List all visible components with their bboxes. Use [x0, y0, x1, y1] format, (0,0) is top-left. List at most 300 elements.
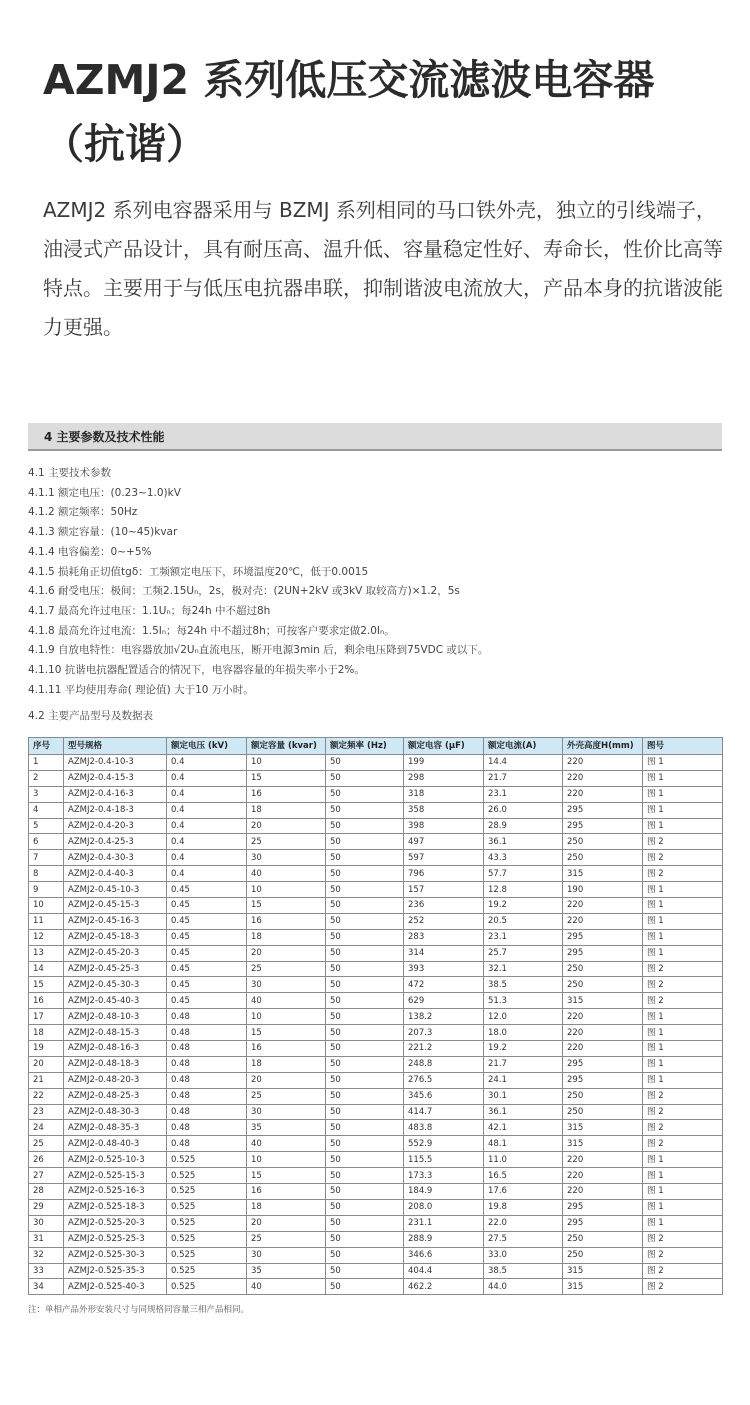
table-cell: 50 — [326, 1231, 404, 1247]
param-item: 4.1.3 额定容量：(10~45)kvar — [28, 526, 178, 539]
table-row — [29, 818, 723, 834]
table-cell: 图 2 — [643, 961, 723, 977]
table-cell: 19.2 — [484, 1041, 563, 1057]
table-cell: 50 — [326, 1041, 404, 1057]
table-cell: 315 — [563, 866, 643, 882]
table-cell: 295 — [563, 945, 643, 961]
table-row — [29, 961, 723, 977]
table-cell: 220 — [563, 1041, 643, 1057]
table-cell: 17.6 — [484, 1184, 563, 1200]
table-cell: 33.0 — [484, 1247, 563, 1263]
table-cell: 图 2 — [643, 1279, 723, 1295]
table-cell: 0.45 — [167, 929, 247, 945]
table-cell: 10 — [29, 898, 64, 914]
table-cell: 20 — [247, 1215, 326, 1231]
table-cell: AZMJ2-0.4-10-3 — [64, 755, 167, 771]
table-cell: 483.8 — [404, 1120, 484, 1136]
table-cell: 图 1 — [643, 882, 723, 898]
table-cell: 497 — [404, 834, 484, 850]
table-row — [29, 1041, 723, 1057]
table-cell: 0.48 — [167, 1056, 247, 1072]
param-item: 4.1.9 自放电特性：电容器放加√2Uₙ直流电压，断开电源3min 后，剩余电压降到75VDC 或以下。 — [28, 644, 489, 657]
table-cell: 4 — [29, 802, 64, 818]
param-item: 4.1.10 抗谐电抗器配置适合的情况下，电容器容量的年损失率小于2%。 — [28, 664, 365, 677]
table-cell: 220 — [563, 1184, 643, 1200]
table-cell: 22.0 — [484, 1215, 563, 1231]
table-cell: 50 — [326, 1263, 404, 1279]
table-cell: 0.525 — [167, 1199, 247, 1215]
table-cell: 10 — [247, 1152, 326, 1168]
param-item: 4.1.5 损耗角正切值tgδ：工频额定电压下，环境温度20℃，低于0.0015 — [28, 565, 369, 578]
table-cell: 50 — [326, 1199, 404, 1215]
table-row — [29, 929, 723, 945]
table-cell: AZMJ2-0.4-18-3 — [64, 802, 167, 818]
table-cell: AZMJ2-0.45-40-3 — [64, 993, 167, 1009]
table-cell: 23 — [29, 1104, 64, 1120]
product-data-table — [28, 737, 723, 1295]
table-cell: AZMJ2-0.48-25-3 — [64, 1088, 167, 1104]
table-cell: 18 — [247, 1056, 326, 1072]
table-cell: 0.4 — [167, 802, 247, 818]
table-cell: 220 — [563, 1009, 643, 1025]
table-cell: 16 — [247, 1041, 326, 1057]
table-row — [29, 993, 723, 1009]
column-header: 额定电压 (kV) — [167, 738, 247, 755]
table-cell: 50 — [326, 977, 404, 993]
table-header-row — [29, 738, 723, 755]
table-cell: 10 — [247, 755, 326, 771]
table-cell: 288.9 — [404, 1231, 484, 1247]
table-cell: 295 — [563, 1215, 643, 1231]
table-cell: 图 1 — [643, 945, 723, 961]
table-cell: 30 — [29, 1215, 64, 1231]
table-cell: 16 — [247, 1184, 326, 1200]
table-cell: 295 — [563, 1056, 643, 1072]
section-heading: 4 主要参数及技术性能 — [44, 430, 165, 444]
table-cell: 图 2 — [643, 1263, 723, 1279]
param-item: 4.1.4 电容偏差：0~+5% — [28, 545, 152, 558]
table-cell: 26 — [29, 1152, 64, 1168]
table-cell: 0.525 — [167, 1184, 247, 1200]
table-cell: 图 1 — [643, 755, 723, 771]
table-cell: 0.4 — [167, 770, 247, 786]
table-cell: 190 — [563, 882, 643, 898]
column-header: 额定电流(A) — [484, 738, 563, 755]
table-cell: 315 — [563, 1263, 643, 1279]
table-cell: 50 — [326, 898, 404, 914]
table-cell: 358 — [404, 802, 484, 818]
table-cell: 图 1 — [643, 1025, 723, 1041]
table-cell: 27 — [29, 1168, 64, 1184]
table-cell: 28 — [29, 1184, 64, 1200]
table-cell: 0.4 — [167, 850, 247, 866]
table-cell: 315 — [563, 993, 643, 1009]
table-cell: 283 — [404, 929, 484, 945]
table-cell: 图 1 — [643, 1184, 723, 1200]
table-cell: AZMJ2-0.4-30-3 — [64, 850, 167, 866]
table-cell: 35 — [247, 1263, 326, 1279]
table-cell: 图 1 — [643, 913, 723, 929]
table-cell: 199 — [404, 755, 484, 771]
table-cell: 472 — [404, 977, 484, 993]
table-cell: AZMJ2-0.48-30-3 — [64, 1104, 167, 1120]
table-row — [29, 770, 723, 786]
table-cell: 20.5 — [484, 913, 563, 929]
table-cell: 50 — [326, 1072, 404, 1088]
table-cell: 0.48 — [167, 1072, 247, 1088]
table-row — [29, 882, 723, 898]
table-row — [29, 1056, 723, 1072]
table-cell: AZMJ2-0.525-40-3 — [64, 1279, 167, 1295]
table-cell: 16.5 — [484, 1168, 563, 1184]
table-cell: 315 — [563, 1120, 643, 1136]
table-cell: AZMJ2-0.48-35-3 — [64, 1120, 167, 1136]
table-cell: AZMJ2-0.525-15-3 — [64, 1168, 167, 1184]
table-cell: 9 — [29, 882, 64, 898]
table-cell: 18.0 — [484, 1025, 563, 1041]
table-cell: 15 — [247, 898, 326, 914]
table-row — [29, 1072, 723, 1088]
table-cell: 315 — [563, 1279, 643, 1295]
table-cell: 17 — [29, 1009, 64, 1025]
table-cell: AZMJ2-0.4-40-3 — [64, 866, 167, 882]
page-title: AZMJ2 系列低压交流滤波电容器（抗谐） — [43, 56, 655, 168]
table-cell: AZMJ2-0.525-16-3 — [64, 1184, 167, 1200]
table-cell: 220 — [563, 1025, 643, 1041]
table-cell: AZMJ2-0.48-40-3 — [64, 1136, 167, 1152]
table-cell: 6 — [29, 834, 64, 850]
table-cell: 40 — [247, 866, 326, 882]
table-cell: 18 — [29, 1025, 64, 1041]
table-cell: 220 — [563, 1168, 643, 1184]
table-cell: 图 2 — [643, 993, 723, 1009]
table-cell: 138.2 — [404, 1009, 484, 1025]
table-cell: 11.0 — [484, 1152, 563, 1168]
param-item: 4.1.7 最高允许过电压：1.1Uₙ；每24h 中不超过8h — [28, 604, 271, 617]
table-cell: 597 — [404, 850, 484, 866]
table-cell: 398 — [404, 818, 484, 834]
table-cell: AZMJ2-0.525-25-3 — [64, 1231, 167, 1247]
table-cell: 3 — [29, 786, 64, 802]
table-cell: 图 1 — [643, 770, 723, 786]
table-cell: 50 — [326, 1184, 404, 1200]
table-cell: 19.2 — [484, 898, 563, 914]
table-cell: 32.1 — [484, 961, 563, 977]
table-cell: 36.1 — [484, 834, 563, 850]
table-cell: 796 — [404, 866, 484, 882]
table-cell: 0.48 — [167, 1088, 247, 1104]
table-cell: AZMJ2-0.4-20-3 — [64, 818, 167, 834]
table-cell: 图 2 — [643, 1247, 723, 1263]
table-cell: 19.8 — [484, 1199, 563, 1215]
table-cell: AZMJ2-0.45-20-3 — [64, 945, 167, 961]
param-item: 4.1.8 最高允许过电流：1.5Iₙ；每24h 中不超过8h；可按客户要求定做2.0Iₙ。 — [28, 624, 395, 637]
column-header: 额定频率 (Hz) — [326, 738, 404, 755]
table-cell: 16 — [247, 913, 326, 929]
table-cell: 250 — [563, 850, 643, 866]
table-cell: 22 — [29, 1088, 64, 1104]
table-cell: 20 — [247, 1072, 326, 1088]
table-cell: 21.7 — [484, 1056, 563, 1072]
table-cell: 图 1 — [643, 1215, 723, 1231]
table-row — [29, 1152, 723, 1168]
table-cell: 10 — [247, 882, 326, 898]
table-cell: 图 1 — [643, 818, 723, 834]
table-cell: 0.45 — [167, 898, 247, 914]
table-cell: 40 — [247, 1136, 326, 1152]
table-cell: 图 1 — [643, 786, 723, 802]
table-cell: AZMJ2-0.45-15-3 — [64, 898, 167, 914]
table-cell: 50 — [326, 770, 404, 786]
table-cell: 25 — [247, 961, 326, 977]
table-cell: 0.4 — [167, 866, 247, 882]
table-cell: 50 — [326, 929, 404, 945]
table-cell: 16 — [29, 993, 64, 1009]
table-cell: 14.4 — [484, 755, 563, 771]
table-cell: 295 — [563, 929, 643, 945]
table-cell: 50 — [326, 1152, 404, 1168]
table-cell: 图 1 — [643, 1168, 723, 1184]
table-cell: 32 — [29, 1247, 64, 1263]
table-row — [29, 834, 723, 850]
table-cell: 298 — [404, 770, 484, 786]
table-note: 注：单相产品外形安装尺寸与同规格同容量三相产品相同。 — [28, 1305, 250, 1315]
table-cell: 图 2 — [643, 834, 723, 850]
table-cell: 30 — [247, 1104, 326, 1120]
table-cell: 50 — [326, 1168, 404, 1184]
table-cell: 50 — [326, 1215, 404, 1231]
table-cell: 21.7 — [484, 770, 563, 786]
table-cell: 40 — [247, 993, 326, 1009]
table-cell: AZMJ2-0.525-18-3 — [64, 1199, 167, 1215]
table-cell: 28.9 — [484, 818, 563, 834]
table-cell: 图 1 — [643, 1072, 723, 1088]
param-item: 4.1.2 额定频率：50Hz — [28, 506, 138, 519]
table-cell: 18 — [247, 802, 326, 818]
table-cell: 236 — [404, 898, 484, 914]
table-cell: AZMJ2-0.525-10-3 — [64, 1152, 167, 1168]
table-cell: 27.5 — [484, 1231, 563, 1247]
table-cell: 图 2 — [643, 1120, 723, 1136]
table-cell: 220 — [563, 786, 643, 802]
table-cell: 24 — [29, 1120, 64, 1136]
param-item: 4.1.11 平均使用寿命( 理论值) 大于10 万小时。 — [28, 683, 254, 696]
table-cell: 250 — [563, 1231, 643, 1247]
intro-paragraph: AZMJ2 系列电容器采用与 BZMJ 系列相同的马口铁外壳，独立的引线端子，油浸式产品设计，具有耐压高、温升低、容量稳定性好、寿命长，性价比高等特点。主要用于与低压电抗器串联，抑制谐波电流放大，产品本身的抗谐波能力更强。 — [43, 198, 723, 339]
table-cell: 414.7 — [404, 1104, 484, 1120]
table-cell: 393 — [404, 961, 484, 977]
table-cell: 50 — [326, 961, 404, 977]
table-cell: 184.9 — [404, 1184, 484, 1200]
column-header: 额定电容 (μF) — [404, 738, 484, 755]
table-cell: 2 — [29, 770, 64, 786]
table-cell: AZMJ2-0.45-16-3 — [64, 913, 167, 929]
table-cell: 18 — [247, 1199, 326, 1215]
table-cell: 36.1 — [484, 1104, 563, 1120]
table-cell: 220 — [563, 913, 643, 929]
table-cell: 50 — [326, 1279, 404, 1295]
table-cell: 30.1 — [484, 1088, 563, 1104]
table-cell: 35 — [247, 1120, 326, 1136]
table-cell: 220 — [563, 770, 643, 786]
table-cell: 10 — [247, 1009, 326, 1025]
table-cell: 38.5 — [484, 977, 563, 993]
column-header: 外壳高度H(mm) — [563, 738, 643, 755]
table-row — [29, 1104, 723, 1120]
table-cell: 295 — [563, 802, 643, 818]
table-cell: 0.45 — [167, 945, 247, 961]
table-cell: 图 2 — [643, 850, 723, 866]
table-row — [29, 1263, 723, 1279]
table-cell: AZMJ2-0.48-16-3 — [64, 1041, 167, 1057]
table-row — [29, 1088, 723, 1104]
table-cell: 0.48 — [167, 1120, 247, 1136]
table-cell: 20 — [247, 818, 326, 834]
table-cell: 图 1 — [643, 802, 723, 818]
table-cell: 250 — [563, 1247, 643, 1263]
table-row — [29, 850, 723, 866]
column-header: 图号 — [643, 738, 723, 755]
table-cell: 0.525 — [167, 1231, 247, 1247]
table-cell: 50 — [326, 1247, 404, 1263]
table-cell: AZMJ2-0.48-20-3 — [64, 1072, 167, 1088]
table-cell: 13 — [29, 945, 64, 961]
table-cell: 50 — [326, 1056, 404, 1072]
table-cell: 图 1 — [643, 1056, 723, 1072]
table-row — [29, 1247, 723, 1263]
table-cell: 29 — [29, 1199, 64, 1215]
table-cell: 0.525 — [167, 1247, 247, 1263]
table-cell: 0.48 — [167, 1104, 247, 1120]
table-cell: 50 — [326, 834, 404, 850]
table-row — [29, 945, 723, 961]
table-cell: 25 — [247, 1088, 326, 1104]
table-cell: 图 1 — [643, 1199, 723, 1215]
table-cell: 0.45 — [167, 882, 247, 898]
table-cell: AZMJ2-0.48-10-3 — [64, 1009, 167, 1025]
table-cell: 173.3 — [404, 1168, 484, 1184]
table-cell: 30 — [247, 977, 326, 993]
table-cell: 19 — [29, 1041, 64, 1057]
table-row — [29, 1231, 723, 1247]
table-cell: 15 — [247, 770, 326, 786]
table-cell: 图 2 — [643, 1088, 723, 1104]
table-cell: 57.7 — [484, 866, 563, 882]
table-cell: 0.525 — [167, 1279, 247, 1295]
table-cell: 314 — [404, 945, 484, 961]
table-cell: 50 — [326, 1088, 404, 1104]
table-cell: 295 — [563, 818, 643, 834]
table-cell: 404.4 — [404, 1263, 484, 1279]
table-cell: 0.4 — [167, 755, 247, 771]
table-cell: 50 — [326, 786, 404, 802]
param-item: 4.1.6 耐受电压：极间：工频2.15Uₙ，2s，极对壳：(2UN+2kV 或3kV 取较高方)×1.2，5s — [28, 585, 460, 598]
table-cell: 0.4 — [167, 786, 247, 802]
table-cell: 50 — [326, 882, 404, 898]
table-cell: 0.45 — [167, 913, 247, 929]
table-cell: 295 — [563, 1199, 643, 1215]
table-cell: 0.4 — [167, 818, 247, 834]
table-cell: AZMJ2-0.525-20-3 — [64, 1215, 167, 1231]
table-cell: 250 — [563, 1104, 643, 1120]
table-cell: 5 — [29, 818, 64, 834]
column-header: 型号规格 — [64, 738, 167, 755]
table-cell: 34 — [29, 1279, 64, 1295]
table-cell: 252 — [404, 913, 484, 929]
table-cell: 250 — [563, 977, 643, 993]
table-body — [29, 755, 723, 1295]
table-cell: 208.0 — [404, 1199, 484, 1215]
table-cell: 43.3 — [484, 850, 563, 866]
table-cell: 315 — [563, 1136, 643, 1152]
table-cell: 50 — [326, 993, 404, 1009]
table-cell: 346.6 — [404, 1247, 484, 1263]
table-cell: 50 — [326, 1025, 404, 1041]
table-row — [29, 1025, 723, 1041]
table-cell: AZMJ2-0.45-18-3 — [64, 929, 167, 945]
table-cell: AZMJ2-0.4-25-3 — [64, 834, 167, 850]
table-cell: 221.2 — [404, 1041, 484, 1057]
table-row — [29, 898, 723, 914]
table-cell: 图 2 — [643, 1231, 723, 1247]
table-cell: 50 — [326, 755, 404, 771]
table-cell: 33 — [29, 1263, 64, 1279]
table-cell: AZMJ2-0.48-18-3 — [64, 1056, 167, 1072]
table-cell: 115.5 — [404, 1152, 484, 1168]
table-cell: 207.3 — [404, 1025, 484, 1041]
table-title: 4.2 主要产品型号及数据表 — [28, 710, 154, 722]
table-cell: 12.0 — [484, 1009, 563, 1025]
table-cell: 0.525 — [167, 1152, 247, 1168]
table-cell: AZMJ2-0.45-30-3 — [64, 977, 167, 993]
table-cell: 图 2 — [643, 1104, 723, 1120]
table-cell: 16 — [247, 786, 326, 802]
table-cell: 0.45 — [167, 993, 247, 1009]
table-cell: 图 1 — [643, 1152, 723, 1168]
table-cell: 25 — [29, 1136, 64, 1152]
table-cell: 220 — [563, 1152, 643, 1168]
table-cell: 50 — [326, 1136, 404, 1152]
table-row — [29, 786, 723, 802]
table-cell: 图 2 — [643, 866, 723, 882]
table-cell: 50 — [326, 802, 404, 818]
table-cell: AZMJ2-0.4-16-3 — [64, 786, 167, 802]
table-cell: 276.5 — [404, 1072, 484, 1088]
table-row — [29, 977, 723, 993]
table-cell: 15 — [247, 1168, 326, 1184]
table-cell: 图 2 — [643, 977, 723, 993]
table-cell: 26.0 — [484, 802, 563, 818]
table-row — [29, 913, 723, 929]
table-row — [29, 1279, 723, 1295]
table-cell: 25 — [247, 1231, 326, 1247]
table-cell: 图 1 — [643, 1009, 723, 1025]
table-cell: 23.1 — [484, 929, 563, 945]
table-cell: AZMJ2-0.525-30-3 — [64, 1247, 167, 1263]
table-header — [29, 738, 723, 755]
table-cell: 图 2 — [643, 1136, 723, 1152]
table-cell: 231.1 — [404, 1215, 484, 1231]
table-cell: 50 — [326, 866, 404, 882]
table-cell: 7 — [29, 850, 64, 866]
table-cell: 31 — [29, 1231, 64, 1247]
column-header: 序号 — [29, 738, 64, 755]
table-cell: 248.8 — [404, 1056, 484, 1072]
table-cell: 50 — [326, 913, 404, 929]
table-cell: AZMJ2-0.525-35-3 — [64, 1263, 167, 1279]
table-row — [29, 1120, 723, 1136]
table-cell: 30 — [247, 1247, 326, 1263]
